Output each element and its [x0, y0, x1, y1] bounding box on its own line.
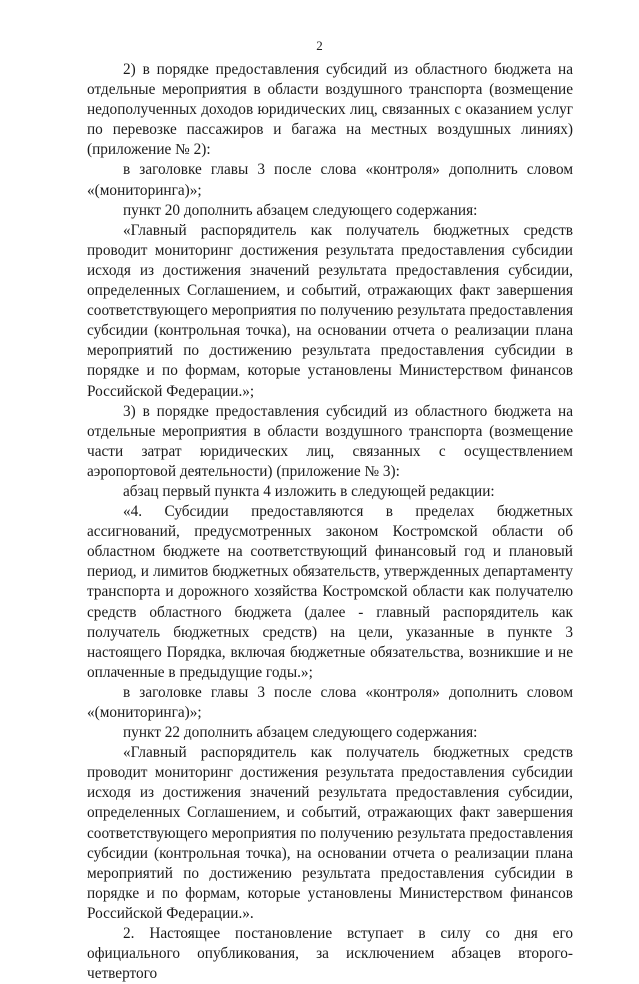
paragraph-point-4-intro: абзац первый пункта 4 изложить в следующей редакции:: [123, 482, 495, 500]
paragraph-heading-amendment: в заголовке главы 3 после слова «контроля» дополнить словом «(мониторинга)»;: [87, 161, 573, 199]
paragraph-item-3-heading: 3) в порядке предоставления субсидий из областного бюджета на отдельные мероприятия в области воздушного транспорта (возмещение части затрат юридических лиц, связанных с осуществлением аэропортовой деятельности) (приложение № 3):: [87, 402, 573, 480]
paragraph-monitoring-text-1: «Главный распорядитель как получатель бюджетных средств проводит мониторинг достижения результата предоставления субсидии исходя из достижения значений результата предоставления субсидии, определенных Соглашением, и событий, отражающих факт завершения соответствующего мероприятия по получению результата предоставления субсидии (контрольная точка), на основании отчета о реализации плана мероприятий по достижению результата предоставления субсидии в порядке и по формам, которые установлены Министерством финансов Российской Федерации.»;: [87, 221, 573, 400]
page-number: 2: [316, 38, 323, 53]
paragraph-heading-amendment-2: в заголовке главы 3 после слова «контроля» дополнить словом «(мониторинга)»;: [87, 683, 573, 721]
paragraph-point-4-text: «4. Субсидии предоставляются в пределах бюджетных ассигнований, предусмотренных законом Костромской области об областном бюджете на соответствующий финансовый год и плановый период, и лимитов бюджетных обязательств, утвержденных департаменту транспорта и дорожного хозяйства Костромской области как получателю средств областного бюджета (далее - главный распорядитель как получатель бюджетных средств) на цели, указанные в пункте 3 настоящего Порядка, включая бюджетные обязательства, возникшие и не оплаченные в предыдущие годы.»;: [87, 503, 573, 681]
paragraph-point-20-intro: пункт 20 дополнить абзацем следующего содержания:: [123, 201, 478, 219]
document-body: [87, 60, 573, 984]
paragraph-point-22-intro: пункт 22 дополнить абзацем следующего содержания:: [123, 724, 478, 742]
paragraph-item-2-heading: 2) в порядке предоставления субсидий из областного бюджета на отдельные мероприятия в области воздушного транспорта (возмещение недополученных доходов юридических лиц, связанных с оказанием услуг по перевозке пассажиров и багажа на местных воздушных линиях) (приложение № 2):: [87, 61, 573, 159]
paragraph-monitoring-text-2: «Главный распорядитель как получатель бюджетных средств проводит мониторинг достижения результата предоставления субсидии исходя из достижения значений результата предоставления субсидии, определенных Соглашением, и событий, отражающих факт завершения соответствующего мероприятия по получению результата предоставления субсидии (контрольная точка), на основании отчета о реализации плана мероприятий по достижению результата предоставления субсидии в порядке и по формам, которые установлены Министерством финансов Российской Федерации.».: [87, 744, 573, 922]
paragraph-effective-date: 2. Настоящее постановление вступает в силу со дня его официального опубликования, за исключением абзацев второго-четвертого: [87, 925, 573, 983]
